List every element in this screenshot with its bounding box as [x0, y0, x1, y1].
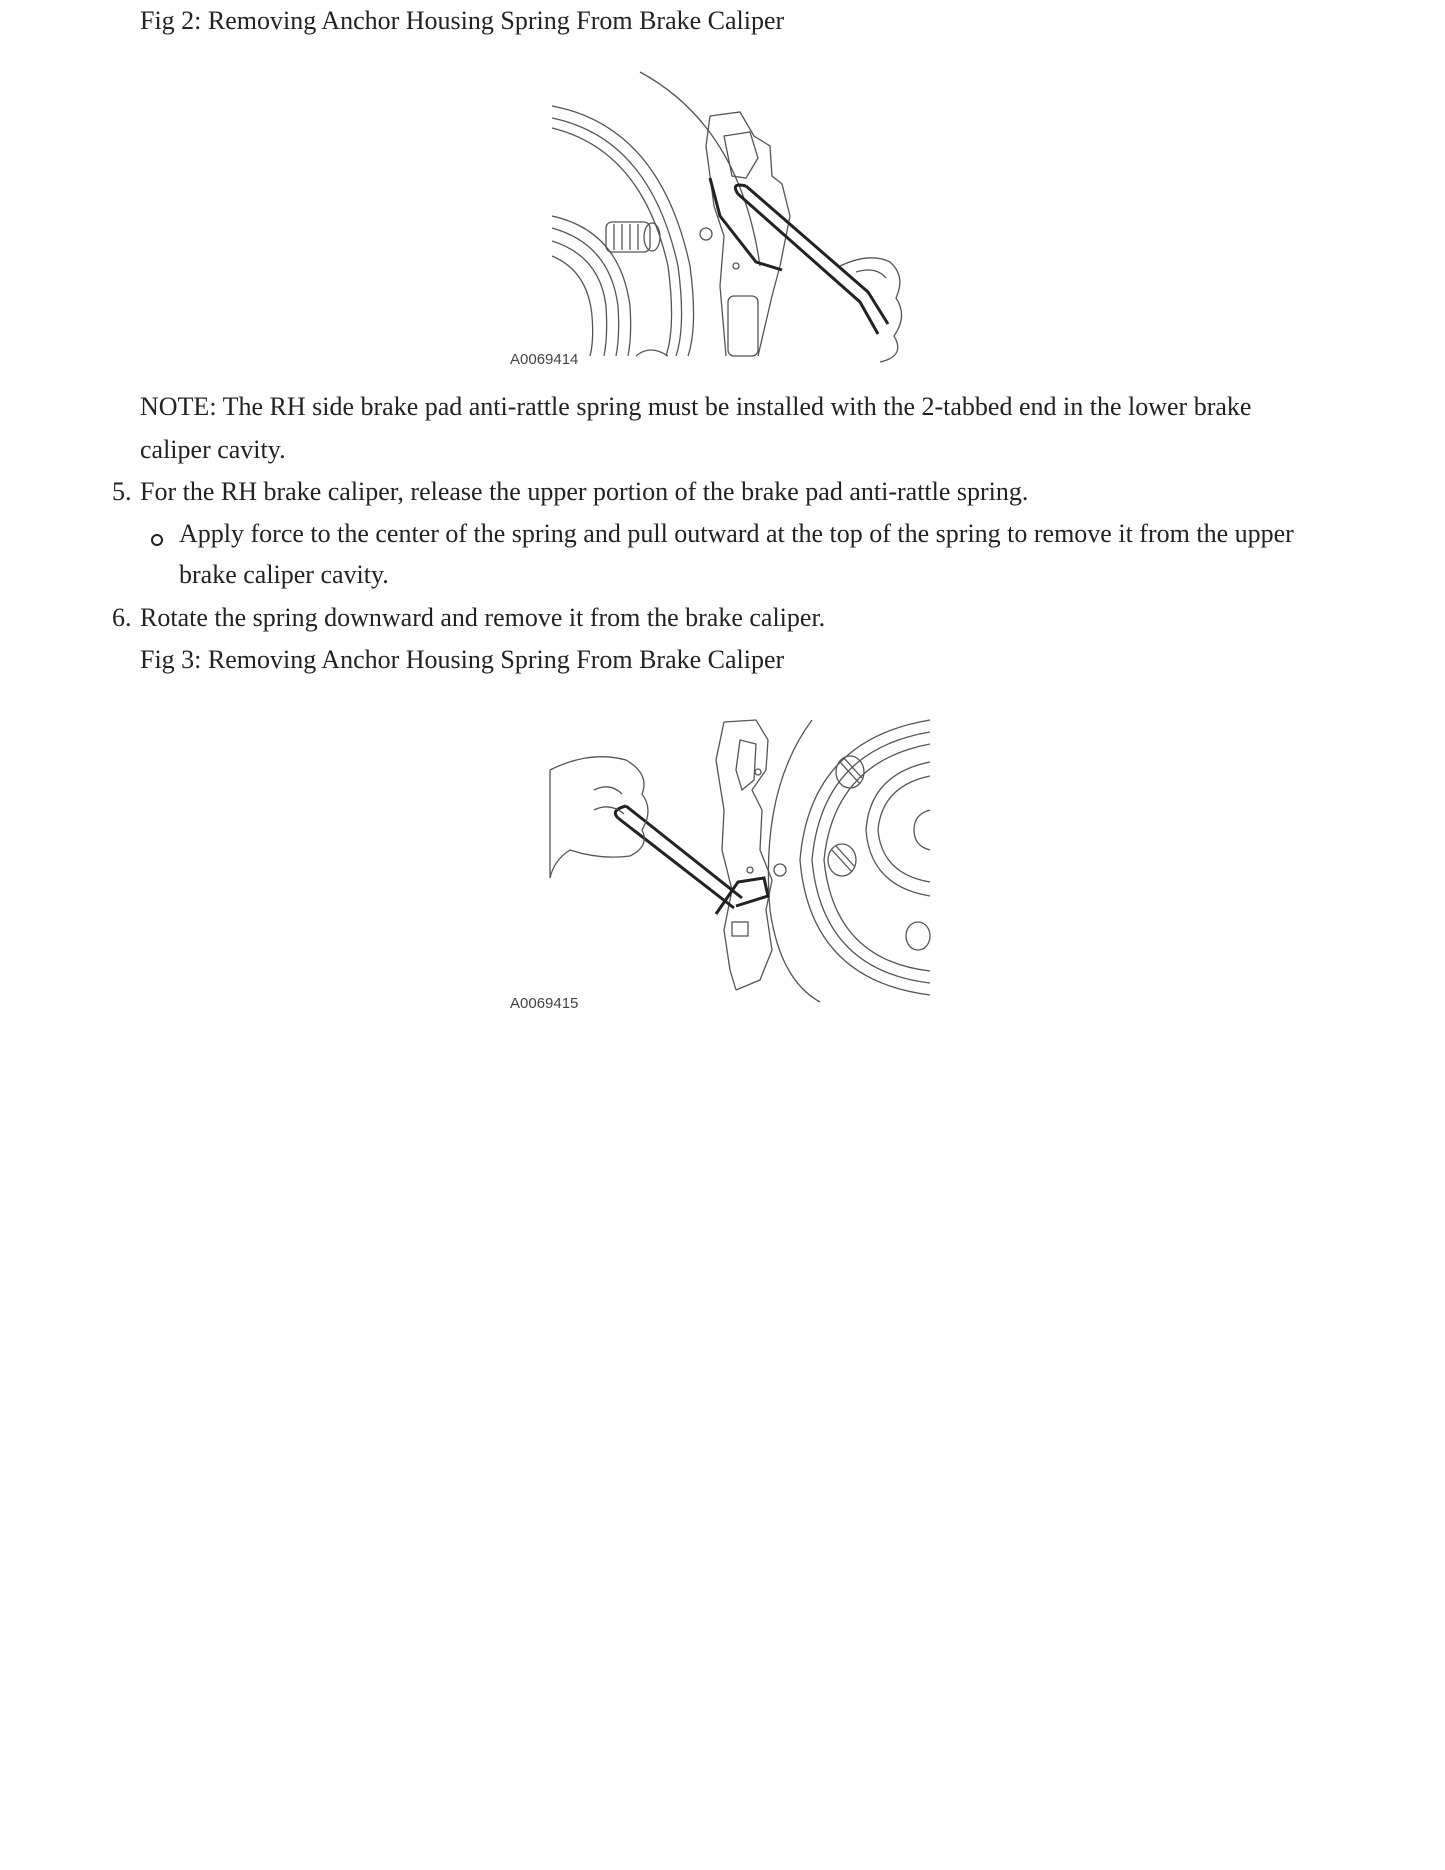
substep-line-1: Apply force to the center of the spring and pull outward at the top of the spring to remove it from the upper [179, 519, 1294, 548]
figure-2-image-id: A0069414 [510, 351, 579, 366]
bullet-icon [151, 534, 163, 546]
figure-2-caption: Fig 2: Removing Anchor Housing Spring From Brake Caliper [140, 6, 785, 35]
substep-line-2: brake caliper cavity. [179, 560, 389, 589]
note-line-1: NOTE: The RH side brake pad anti-rattle spring must be installed with the 2-tabbed end in the lower brake [140, 392, 1252, 421]
step-6-number: 6. [112, 603, 132, 632]
figure-3-illustration [510, 710, 950, 1010]
figure-3-image-id: A0069415 [510, 995, 579, 1010]
figure-3-caption: Fig 3: Removing Anchor Housing Spring From Brake Caliper [140, 645, 785, 674]
step-6-text: Rotate the spring downward and remove it from the brake caliper. [140, 603, 826, 632]
figure-2-illustration [510, 66, 950, 366]
step-5-text: For the RH brake caliper, release the upper portion of the brake pad anti-rattle spring. [140, 477, 1029, 506]
step-5-number: 5. [112, 477, 132, 506]
note-line-2: caliper cavity. [140, 435, 286, 464]
